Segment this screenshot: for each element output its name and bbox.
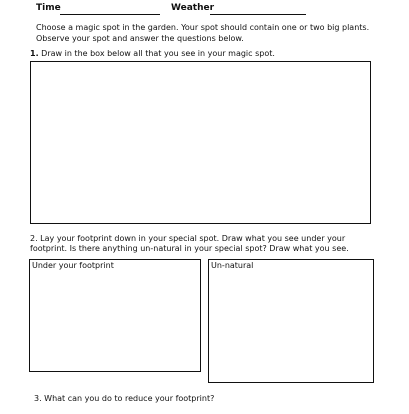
weather-label: Weather (171, 3, 215, 13)
under-footprint-box[interactable] (29, 259, 201, 372)
question-2-line-2: footprint. Is there anything un-natural in your special spot? Draw what you see. (30, 244, 349, 253)
un-natural-box[interactable] (208, 259, 374, 383)
question-1-number: 1. (30, 49, 39, 58)
question-2-line-1: 2. Lay your footprint down in your special spot. Draw what you see under your (30, 234, 346, 243)
magic-spot-drawing-box[interactable] (30, 61, 371, 224)
question-1 (30, 48, 275, 59)
un-natural-label: Un-natural (211, 261, 254, 270)
time-field-line[interactable] (60, 14, 160, 15)
intro-line-1: Choose a magic spot in the garden. Your spot should contain one or two big plants. (36, 23, 370, 32)
intro-line-2: Observe your spot and answer the questions below. (36, 34, 244, 43)
under-footprint-label: Under your footprint (32, 261, 114, 270)
time-label: Time (36, 3, 61, 13)
question-3: 3. What can you do to reduce your footprint? (34, 394, 215, 403)
question-1-text: Draw in the box below all that you see in your magic spot. (38, 49, 275, 58)
weather-field-line[interactable] (210, 14, 306, 15)
